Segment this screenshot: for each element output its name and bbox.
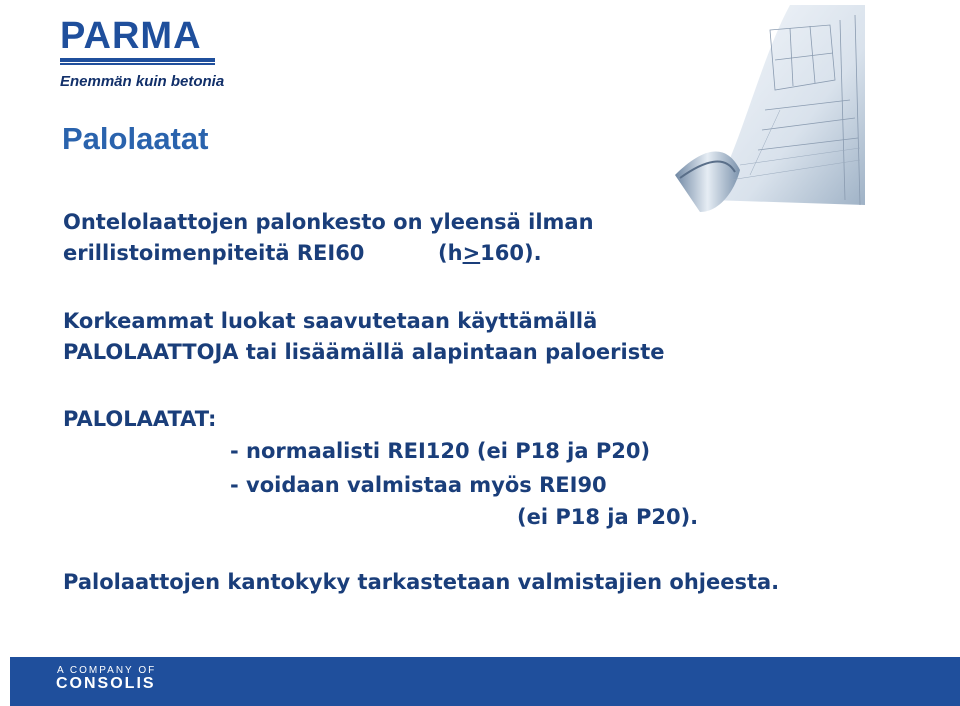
para3-item1: - normaalisti REI120 (ei P18 ja P20) bbox=[230, 439, 651, 463]
para2-line2: PALOLAATTOJA tai lisäämällä alapintaan paloeriste bbox=[63, 340, 665, 364]
para1-line2-b bbox=[438, 240, 542, 267]
para2-line1: Korkeammat luokat saavutetaan käyttämällä bbox=[63, 309, 598, 333]
footer-bar bbox=[10, 657, 960, 706]
consolis-logo: CONSOLIS bbox=[56, 675, 156, 692]
logo-underline bbox=[60, 58, 215, 62]
para3-heading: PALOLAATAT: bbox=[63, 407, 217, 431]
para1-line2-a: erillistoimenpiteitä REI60 bbox=[63, 241, 365, 265]
para1-line2-paren: (h bbox=[438, 241, 463, 265]
page-title: Palolaatat bbox=[62, 121, 209, 156]
para3-item2-cont: (ei P18 ja P20). bbox=[517, 505, 699, 529]
logo-wordmark: PARMA bbox=[60, 15, 202, 57]
footer-company-of: A COMPANY OF bbox=[57, 665, 157, 676]
para1-line1: Ontelolaattojen palonkesto on yleensä ilman bbox=[63, 210, 594, 234]
brand-tagline: Enemmän kuin betonia bbox=[60, 73, 225, 90]
rolled-blueprint-image bbox=[670, 0, 870, 215]
para3-item2: - voidaan valmistaa myös REI90 bbox=[230, 473, 607, 497]
para1-line2-op: > bbox=[462, 241, 481, 265]
para4: Palolaattojen kantokyky tarkastetaan valmistajien ohjeesta. bbox=[63, 570, 780, 594]
logo-underline-thin bbox=[60, 63, 215, 65]
para1-line2-value: 160). bbox=[480, 241, 542, 265]
